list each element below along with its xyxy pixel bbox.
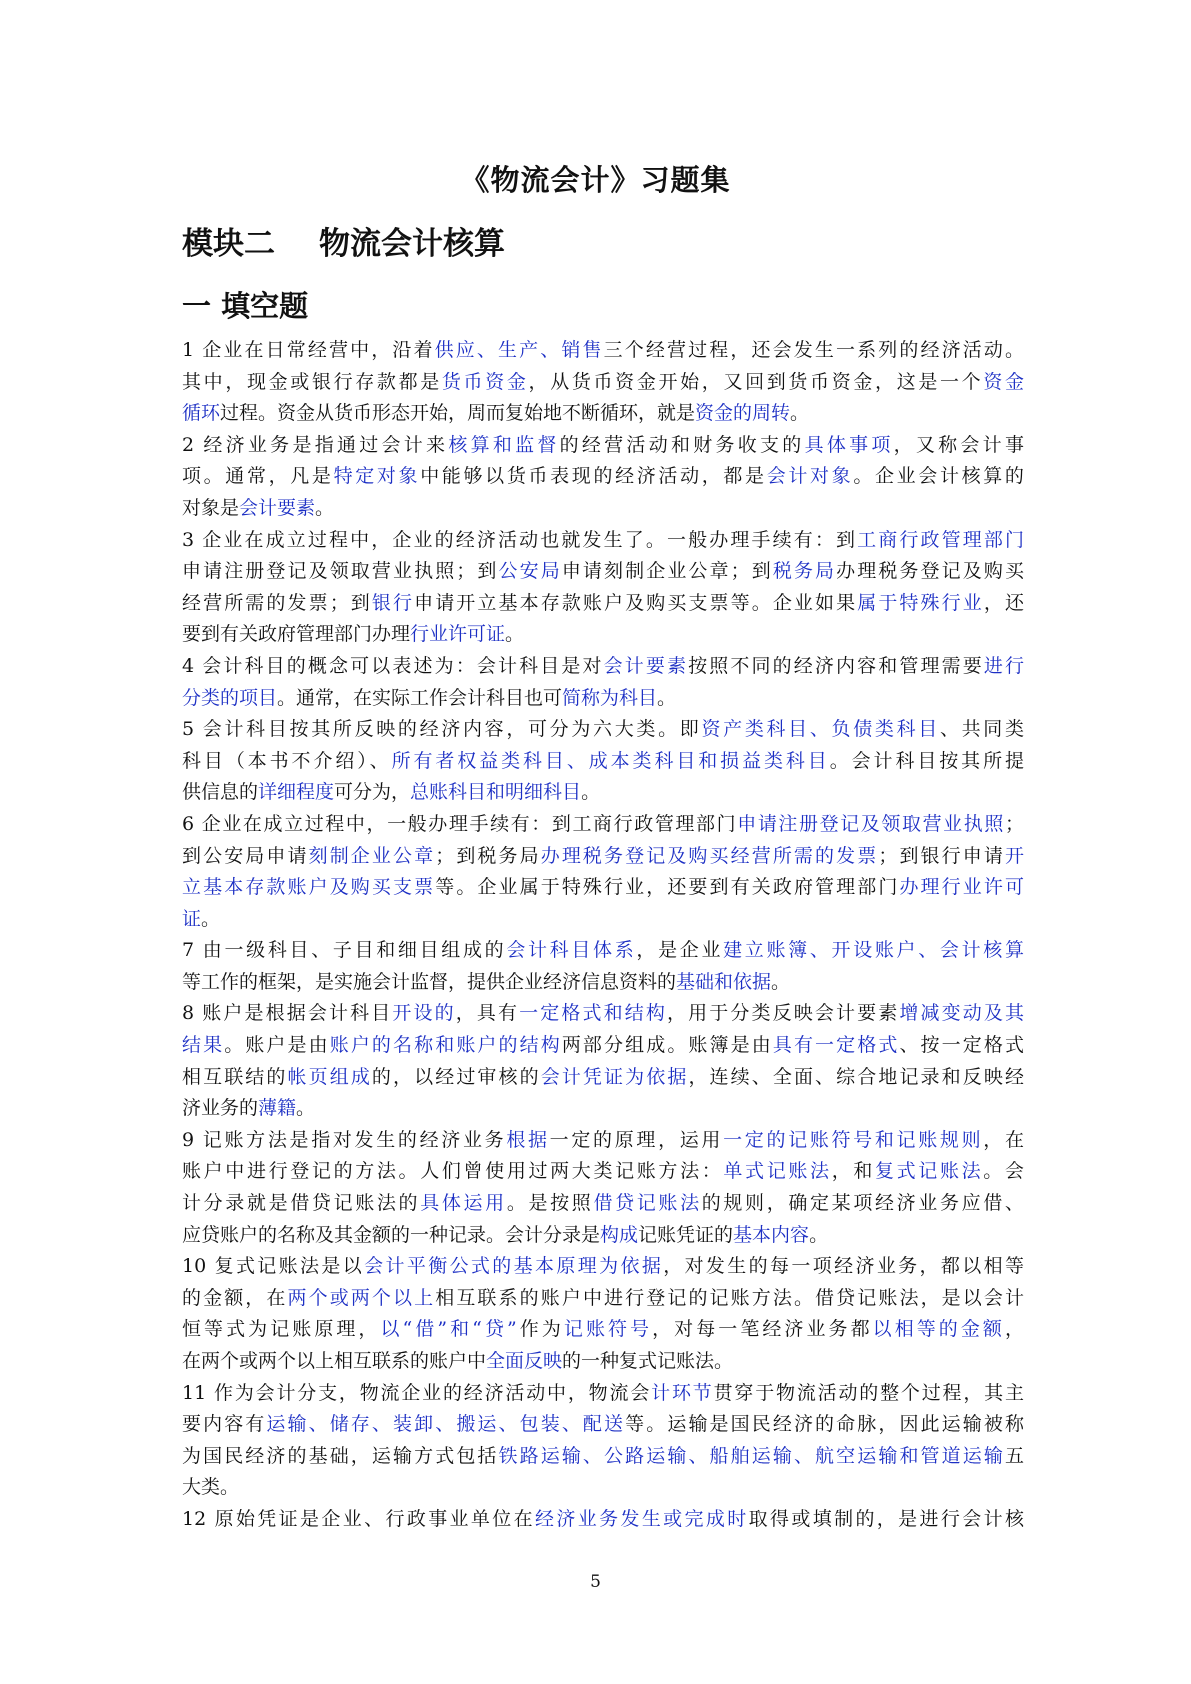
text-line xyxy=(182,335,1024,367)
answer-text: 结果 xyxy=(182,1034,225,1057)
text-line xyxy=(182,1093,1024,1125)
answer-text: 账户的名称和账户的结构 xyxy=(329,1034,562,1057)
answer-text: 特定对象 xyxy=(333,465,421,488)
text-line xyxy=(182,367,1024,399)
body-text: ， xyxy=(1004,1318,1024,1341)
body-text: ；到银行申请 xyxy=(878,844,1005,867)
body-text: 计分录就是借贷记账法的 xyxy=(182,1192,421,1215)
body-text: 12 原始凭证是企业、行政事业单位在 xyxy=(182,1507,536,1530)
body-text: 。账户是由 xyxy=(224,1034,330,1057)
answer-text: 申请注册登记及领取营业执照 xyxy=(737,812,1005,835)
body-text: 取得或填制的，是进行会计核 xyxy=(748,1507,1024,1530)
answer-text: 单式记账法 xyxy=(723,1160,832,1183)
body-text: 、共同类 xyxy=(939,718,1024,741)
body-text: 办理税务登记及购买 xyxy=(836,560,1024,583)
body-text: ，和 xyxy=(831,1160,875,1183)
answer-text: 循环 xyxy=(182,402,221,425)
body-text: 。 xyxy=(657,686,677,709)
body-text: ；到税务局 xyxy=(435,844,541,867)
body-text: 记账凭证的 xyxy=(638,1223,734,1246)
body-text: 等。运输是国民经济的命脉，因此运输被称 xyxy=(625,1413,1024,1436)
body-text: 。 xyxy=(581,781,601,804)
answer-text: 全面反映 xyxy=(486,1350,563,1372)
body-text: 。企业会计核算的 xyxy=(853,465,1024,488)
answer-text: 铁路运输、公路运输、船舶运输、航空运输和管道运输 xyxy=(498,1444,1005,1467)
body-text: 两部分组成。账簿是由 xyxy=(561,1034,773,1057)
text-line xyxy=(182,461,1024,493)
answer-text: 借贷记账法 xyxy=(593,1192,702,1215)
text-line xyxy=(182,998,1024,1030)
answer-text: 一定的记账符号和记账规则 xyxy=(723,1128,984,1151)
body-text: 要到有关政府管理部门办理 xyxy=(182,623,411,646)
body-text: 为国民经济的基础，运输方式包括 xyxy=(182,1444,499,1467)
body-text: ，还 xyxy=(983,591,1024,614)
body-text: 2 经济业务是指通过会计来 xyxy=(182,433,449,456)
body-text: 过程。资金从货币形态开始，周而复始地不断循环，就是 xyxy=(220,402,696,425)
text-line xyxy=(182,619,1024,651)
body-text: 大类。 xyxy=(182,1476,240,1499)
body-text: 按照不同的经济内容和管理需要 xyxy=(688,654,984,677)
text-line xyxy=(182,1188,1024,1220)
text-line xyxy=(182,493,1024,525)
body-text: 9 记账方法是指对发生的经济业务 xyxy=(182,1128,507,1151)
body-text: 11 作为会计分支，物流企业的经济活动中，物流会 xyxy=(182,1381,652,1404)
body-text: 项。通常，凡是 xyxy=(182,465,334,488)
body-text: 中能够以货币表现的经济活动，都是 xyxy=(420,465,767,488)
answer-text: 薄籍 xyxy=(258,1097,297,1120)
answer-text: 根据 xyxy=(506,1128,550,1151)
answer-text: 会计要素 xyxy=(603,654,689,677)
answer-text: 货币资金 xyxy=(441,370,529,393)
body-text: ，是企业 xyxy=(636,939,724,962)
text-line xyxy=(182,1251,1024,1283)
body-text: 、按一定格式 xyxy=(899,1034,1024,1057)
body-text: 恒等式为记账原理， xyxy=(182,1318,381,1341)
answer-text: 详细程度 xyxy=(258,781,335,804)
answer-text: 经济业务发生或完成时 xyxy=(535,1507,749,1530)
body-text: 应贷账户的名称及其金额的一种记录。会计分录是 xyxy=(182,1223,601,1246)
answer-text: 建立账簿、开设账户、会计核算 xyxy=(723,939,1024,962)
text-line xyxy=(182,1346,1024,1378)
body-text: 可分为， xyxy=(334,781,411,804)
body-text: 经营所需的发票；到 xyxy=(182,591,372,614)
text-line xyxy=(182,1378,1024,1410)
answer-text: 办理税务登记及购买经营所需的发票 xyxy=(540,844,879,867)
answer-text: 开设的 xyxy=(392,1002,456,1025)
body-text: 10 复式记账法是以 xyxy=(182,1255,365,1278)
body-text: 的，以经过审核的 xyxy=(371,1065,541,1088)
answer-text: 属于特殊行业 xyxy=(857,591,984,614)
answer-text: 办理行业许可 xyxy=(899,876,1024,899)
text-line xyxy=(182,872,1024,904)
module-heading xyxy=(182,218,505,263)
body-text: 4 会计科目的概念可以表述为：会计科目是对 xyxy=(182,654,604,677)
answer-text: 会计要素 xyxy=(239,496,316,519)
body-text: 科目（本书不介绍）、 xyxy=(182,749,392,772)
answer-text: 资金的周转 xyxy=(695,402,791,425)
module-name: 物流会计核算 xyxy=(319,226,505,262)
answer-text: 增减变动及其 xyxy=(899,1002,1024,1025)
body-text: 7 由一级科目、子目和细目组成的 xyxy=(182,939,507,962)
answer-text: 核算和监督 xyxy=(448,433,560,456)
body-text: 一定的原理，运用 xyxy=(549,1128,724,1151)
answer-text: 会计平衡公式的基本原理为依据 xyxy=(364,1255,664,1278)
answer-text: 工商行政管理部门 xyxy=(857,528,1024,551)
answer-text: 一定格式和结构 xyxy=(519,1002,667,1025)
body-text: 等。企业属于特殊行业，还要到有关政府管理部门 xyxy=(435,876,900,899)
body-text: 贯穿于物流活动的整个过程，其主 xyxy=(713,1381,1024,1404)
body-text: 等工作的框架，是实施会计监督，提供企业经济信息资料的 xyxy=(182,970,677,993)
text-line xyxy=(182,1156,1024,1188)
document-title: 《物流会计》习题集 xyxy=(460,163,731,197)
text-line xyxy=(182,841,1024,873)
text-line xyxy=(182,1441,1024,1473)
text-line xyxy=(182,1472,1024,1504)
body-text: 的经营活动和财务收支的 xyxy=(559,433,805,456)
answer-text: 资产类科目、负债类科目 xyxy=(701,718,940,741)
answer-text: 简称为科目 xyxy=(562,686,658,709)
body-text: 到公安局申请 xyxy=(182,844,309,867)
answer-text: 证 xyxy=(182,907,202,930)
body-text: 在两个或两个以上相互联系的账户中 xyxy=(182,1350,487,1372)
body-text: 6 企业在成立过程中，一般办理手续有：到工商行政管理部门 xyxy=(182,812,738,835)
answer-text: 复式记账法 xyxy=(875,1160,984,1183)
body-text: 五 xyxy=(1004,1444,1024,1467)
answer-text: 所有者权益类科目、成本类科目和损益类科目 xyxy=(391,749,830,772)
module-label: 模块二 xyxy=(182,226,275,262)
body-text: 账户中进行登记的方法。人们曾使用过两大类记账方法： xyxy=(182,1160,724,1183)
answer-text: 构成 xyxy=(600,1223,639,1246)
text-line xyxy=(182,1409,1024,1441)
text-line xyxy=(182,683,1024,715)
text-line xyxy=(182,651,1024,683)
body-text: 申请注册登记及领取营业执照；到 xyxy=(182,560,499,583)
body-text: 要内容有 xyxy=(182,1413,267,1436)
body-text: 相互联结的 xyxy=(182,1065,288,1088)
answer-text: 会计对象 xyxy=(766,465,854,488)
answer-text: 立基本存款账户及购买支票 xyxy=(182,876,436,899)
body-text: ，从货币资金开始，又回到货币资金，这是一个 xyxy=(528,370,984,393)
text-line xyxy=(182,714,1024,746)
answer-text: 行业许可证 xyxy=(410,623,506,646)
text-line xyxy=(182,1283,1024,1315)
answer-text: 公安局 xyxy=(498,560,562,583)
body-text: ，用于分类反映会计要素 xyxy=(666,1002,900,1025)
body-text: ，对每一笔经济业务都 xyxy=(652,1318,873,1341)
body-text: 申请刻制企业公章；到 xyxy=(561,560,773,583)
body-text: 其中，现金或银行存款都是 xyxy=(182,370,442,393)
body-text: 5 会计科目按其所反映的经济内容，可分为六大类。即 xyxy=(182,718,702,741)
body-text: 的一种复式记账法。 xyxy=(562,1350,734,1372)
body-text: ，又称会计事 xyxy=(893,433,1024,456)
answer-text: 总账科目和明细科目 xyxy=(410,781,582,804)
body-text: 。 xyxy=(505,623,525,646)
answer-text: 会计科目体系 xyxy=(506,939,637,962)
body-text: 。是按照 xyxy=(506,1192,594,1215)
answer-text: 资金 xyxy=(983,370,1024,393)
answer-text: 具体运用 xyxy=(420,1192,507,1215)
body-text: 8 账户是根据会计科目 xyxy=(182,1002,393,1025)
text-line xyxy=(182,1062,1024,1094)
answer-text: 帐页组成 xyxy=(287,1065,372,1088)
answer-text: 运输、储存、装卸、搬运、包装、配送 xyxy=(266,1413,626,1436)
body-text: ； xyxy=(1004,812,1024,835)
page-number: 5 xyxy=(590,1572,601,1592)
answer-text: 分类的项目 xyxy=(182,686,278,709)
answer-text: 计环节 xyxy=(651,1381,714,1404)
body-text: ，连续、全面、综合地记录和反映经 xyxy=(688,1065,1024,1088)
text-line xyxy=(182,525,1024,557)
body-text: 。 xyxy=(790,402,810,425)
answer-text: 具体事项 xyxy=(804,433,894,456)
body-text: 的规则，确定某项经济业务应借、 xyxy=(701,1192,1024,1215)
body-text: 。 xyxy=(201,907,221,930)
body-text: 1 企业在日常经营中，沿着 xyxy=(182,339,435,361)
text-line xyxy=(182,398,1024,430)
answer-text: 记账符号 xyxy=(563,1318,653,1341)
text-line xyxy=(182,1220,1024,1252)
body-text: 。 xyxy=(315,496,335,519)
body-text: 3 企业在成立过程中，企业的经济活动也就发生了。一般办理手续有：到 xyxy=(182,528,858,551)
answer-text: 刻制企业公章 xyxy=(308,844,436,867)
text-line xyxy=(182,556,1024,588)
text-line xyxy=(182,1030,1024,1062)
text-line xyxy=(182,588,1024,620)
body-text: 相互联系的账户中进行登记的记账方法。借贷记账法，是以会计 xyxy=(435,1286,1024,1309)
text-line xyxy=(182,1314,1024,1346)
body-text: 。 xyxy=(809,1223,829,1246)
body-text: 申请开立基本存款账户及购买支票等。企业如果 xyxy=(414,591,858,614)
body-text: 。会计科目按其所提 xyxy=(829,749,1024,772)
body-text: 供信息的 xyxy=(182,781,259,804)
text-line xyxy=(182,935,1024,967)
body-text: ，具有 xyxy=(455,1002,520,1025)
body-text: 。通常，在实际工作会计科目也可 xyxy=(277,686,563,709)
body-text: 的金额，在 xyxy=(182,1286,288,1309)
text-line xyxy=(182,1504,1024,1536)
body-text: 济业务的 xyxy=(182,1097,259,1120)
body-text: ，对发生的每一项经济业务，都以相等 xyxy=(663,1255,1024,1278)
question-list xyxy=(182,335,1024,1536)
answer-text: 基本内容 xyxy=(733,1223,810,1246)
text-line xyxy=(182,777,1024,809)
answer-text: 进行 xyxy=(983,654,1024,677)
answer-text: 供应、生产、销售 xyxy=(434,339,604,361)
body-text: 对象是 xyxy=(182,496,240,519)
body-text: 。 xyxy=(771,970,791,993)
text-line xyxy=(182,967,1024,999)
text-line xyxy=(182,746,1024,778)
text-line xyxy=(182,1125,1024,1157)
body-text: 三个经营过程，还会发生一系列的经济活动。 xyxy=(603,339,1024,361)
answer-text: 具有一定格式 xyxy=(772,1034,900,1057)
text-line xyxy=(182,904,1024,936)
answer-text: 以相等的金额 xyxy=(872,1318,1005,1341)
answer-text: 开 xyxy=(1004,844,1024,867)
section-heading: 一 填空题 xyxy=(182,289,309,323)
text-line xyxy=(182,430,1024,462)
answer-text: 银行 xyxy=(371,591,415,614)
answer-text: 税务局 xyxy=(772,560,837,583)
body-text: 作为 xyxy=(516,1318,564,1341)
text-line xyxy=(182,809,1024,841)
answer-text: 会计凭证为依据 xyxy=(540,1065,689,1088)
body-text: 。会 xyxy=(983,1160,1024,1183)
body-text: ，在 xyxy=(983,1128,1024,1151)
body-text: 。 xyxy=(296,1097,316,1120)
answer-text: 基础和依据 xyxy=(676,970,772,993)
answer-text: 两个或两个以上 xyxy=(287,1286,436,1309)
answer-text: 以“借”和“贷” xyxy=(380,1318,517,1341)
